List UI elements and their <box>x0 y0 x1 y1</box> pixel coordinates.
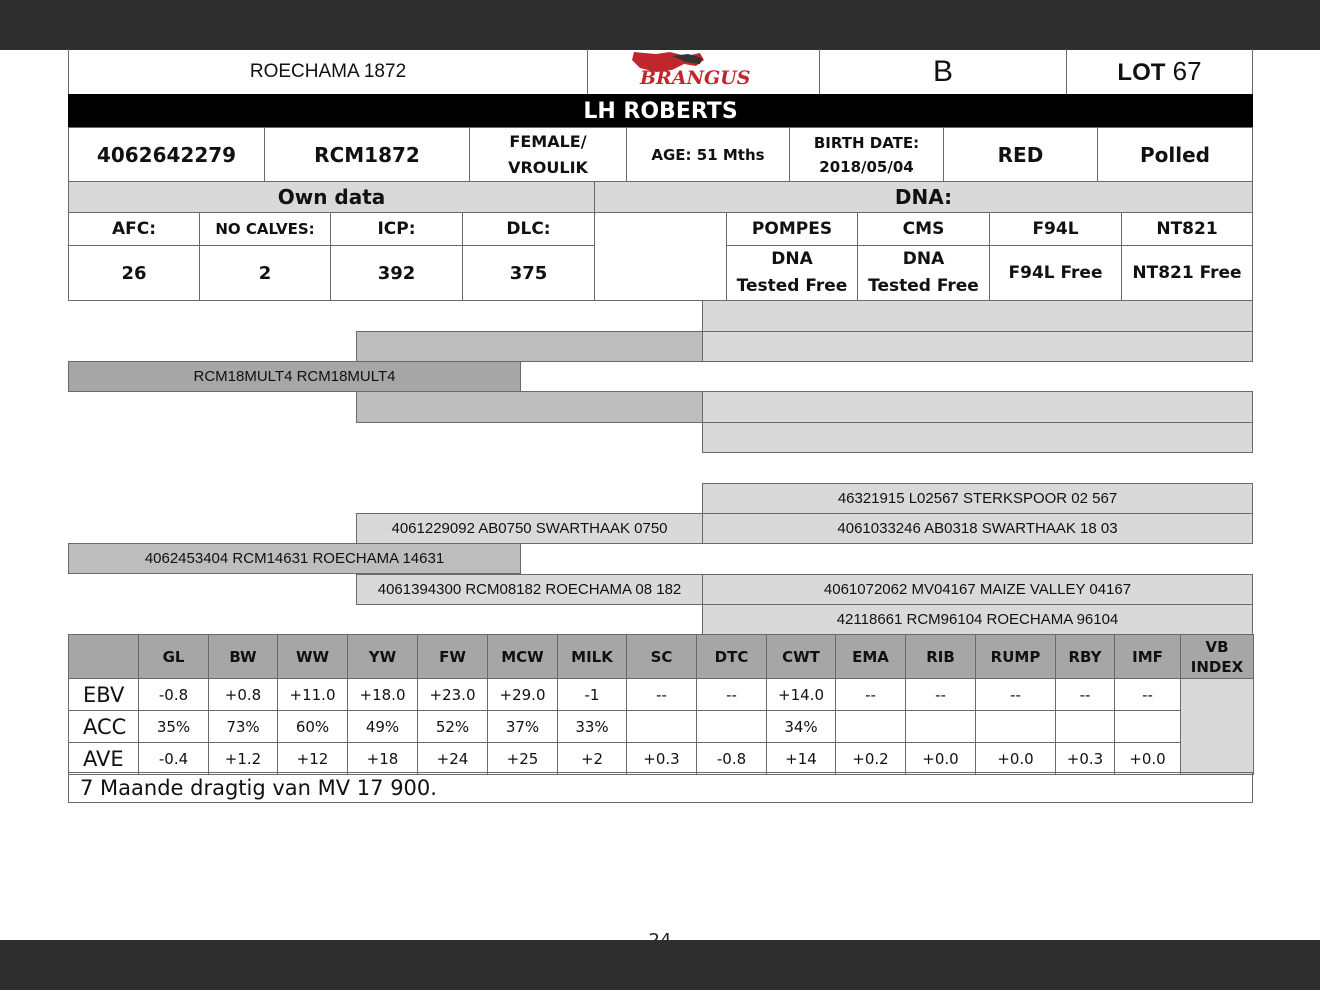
dna-result-cms <box>857 245 990 301</box>
lot-label: LOT <box>1117 59 1166 86</box>
dna-result-line: Tested Free <box>736 276 848 296</box>
ebv-col-header: FW <box>418 635 488 679</box>
lot-number: 67 <box>1172 56 1202 86</box>
ebv-cell: +18.0 <box>348 679 418 711</box>
ebv-cell: -- <box>627 679 697 711</box>
brangus-logo <box>626 50 778 90</box>
pedigree-sire-sire-sire <box>702 300 1253 332</box>
dna-test-nt821: NT821 <box>1121 212 1253 246</box>
colour: RED <box>943 127 1098 182</box>
age: AGE: 51 Mths <box>626 127 790 182</box>
pedigree-text: 4061033246 AB0318 SWARTHAAK 18 03 <box>837 520 1118 537</box>
pedigree-dam-dam-dam <box>702 604 1253 635</box>
owner-bar: LH ROBERTS <box>68 94 1253 128</box>
ave-cell: +1.2 <box>209 743 278 775</box>
grade-cell <box>819 49 1067 95</box>
ave-row <box>69 743 1254 775</box>
lot-cell <box>1066 49 1253 95</box>
ebv-table <box>68 634 1254 775</box>
pedigree-dam-sire-sire <box>702 483 1253 514</box>
ebv-cell: -0.8 <box>139 679 209 711</box>
pedigree-text: 42118661 RCM96104 ROECHAMA 96104 <box>836 611 1119 628</box>
acc-cell: 33% <box>558 711 627 743</box>
animal-tag: RCM1872 <box>264 127 470 182</box>
ave-row-label: AVE <box>69 743 139 775</box>
ave-cell: +24 <box>418 743 488 775</box>
ebv-row-label: EBV <box>69 679 139 711</box>
pedigree-dam <box>68 543 521 574</box>
dna-test-cms: CMS <box>857 212 990 246</box>
pedigree-sire-sire <box>356 331 703 362</box>
pedigree-dam-text: 4062453404 RCM14631 ROECHAMA 14631 <box>144 550 445 567</box>
ebv-header-row <box>69 635 1254 679</box>
acc-cell <box>1115 711 1181 743</box>
ebv-cell: -- <box>906 679 976 711</box>
ave-cell: +0.3 <box>627 743 697 775</box>
own-data-heading: Own data <box>68 181 595 213</box>
ebv-col-header: RIB <box>906 635 976 679</box>
acc-cell: 52% <box>418 711 488 743</box>
dna-result-line: DNA <box>771 249 813 269</box>
dna-result-line: DNA <box>902 249 945 269</box>
vb-index-line1: VB <box>1205 637 1229 656</box>
ave-cell: -0.8 <box>697 743 767 775</box>
ebv-row <box>69 679 1254 711</box>
dna-test-f94l: F94L <box>989 212 1122 246</box>
sex-line2: VROULIK <box>508 157 588 177</box>
ave-cell: +0.2 <box>836 743 906 775</box>
ebv-col-header: RBY <box>1056 635 1115 679</box>
acc-cell: 35% <box>139 711 209 743</box>
acc-cell: 73% <box>209 711 278 743</box>
acc-cell: 34% <box>767 711 836 743</box>
ebv-col-header: IMF <box>1115 635 1181 679</box>
sex-line1: FEMALE/ <box>509 131 587 151</box>
acc-cell <box>836 711 906 743</box>
ave-cell: -0.4 <box>139 743 209 775</box>
sex-cell <box>469 127 627 182</box>
animal-name-header <box>68 49 588 95</box>
ebv-cell: -- <box>1115 679 1181 711</box>
pedigree-text: 4061072062 MV04167 MAIZE VALLEY 04167 <box>823 581 1132 598</box>
dna-test-pompes: POMPES <box>726 212 858 246</box>
vb-index-header <box>1181 635 1254 679</box>
dna-blank-cell <box>594 212 727 301</box>
vb-index-line2: INDEX <box>1190 657 1244 676</box>
pedigree-sire-text: RCM18MULT4 RCM18MULT4 <box>193 368 396 385</box>
reg-number: 4062642279 <box>68 127 265 182</box>
pedigree-dam-dam-sire <box>702 574 1253 605</box>
pedigree-sire <box>68 361 521 392</box>
animal-name: ROECHAMA 1872 <box>249 60 407 82</box>
page-number <box>620 928 700 940</box>
ebv-col-header: YW <box>348 635 418 679</box>
pedigree-dam-sire-dam <box>702 513 1253 544</box>
afc-label: AFC: <box>68 212 200 246</box>
no-calves-value: 2 <box>199 245 331 301</box>
ebv-cell: +29.0 <box>488 679 558 711</box>
acc-cell: 60% <box>278 711 348 743</box>
ebv-col-header: BW <box>209 635 278 679</box>
acc-cell <box>697 711 767 743</box>
comment-note: 7 Maande dragtig van MV 17 900. <box>68 772 1253 803</box>
ebv-col-header: EMA <box>836 635 906 679</box>
logo-text: BRANGUS <box>640 67 751 89</box>
pedigree-sire-dam-dam <box>702 422 1253 453</box>
ebv-col-header: MILK <box>558 635 627 679</box>
pedigree-text: 4061394300 RCM08182 ROECHAMA 08 182 <box>377 581 682 598</box>
ave-cell: +0.0 <box>976 743 1056 775</box>
ebv-col-header: RUMP <box>976 635 1056 679</box>
afc-value: 26 <box>68 245 200 301</box>
ave-cell: +2 <box>558 743 627 775</box>
dlc-value: 375 <box>462 245 595 301</box>
ebv-cell: +14.0 <box>767 679 836 711</box>
icp-label: ICP: <box>330 212 463 246</box>
dna-result-pompes <box>726 245 858 301</box>
ebv-cell: -- <box>976 679 1056 711</box>
pedigree-dam-sire <box>356 513 703 544</box>
ebv-col-header: CWT <box>767 635 836 679</box>
ebv-col-header: WW <box>278 635 348 679</box>
viewer-top-bar <box>0 0 1320 50</box>
acc-cell <box>976 711 1056 743</box>
pedigree-text: 46321915 L02567 STERKSPOOR 02 567 <box>837 490 1118 507</box>
dna-result-line: Tested Free <box>868 276 979 296</box>
ebv-cell: -- <box>697 679 767 711</box>
pedigree-sire-dam-sire <box>702 391 1253 423</box>
acc-cell <box>627 711 697 743</box>
icp-value: 392 <box>330 245 463 301</box>
ebv-cell: -1 <box>558 679 627 711</box>
ebv-corner-cell <box>69 635 139 679</box>
ave-cell: +14 <box>767 743 836 775</box>
dna-heading: DNA: <box>594 181 1253 213</box>
ave-cell: +0.0 <box>1115 743 1181 775</box>
pedigree-text: 4061229092 AB0750 SWARTHAAK 0750 <box>391 520 668 537</box>
birth-date-cell <box>789 127 944 182</box>
ebv-cell: +23.0 <box>418 679 488 711</box>
ebv-cell: -- <box>836 679 906 711</box>
dlc-label: DLC: <box>462 212 595 246</box>
ebv-cell: -- <box>1056 679 1115 711</box>
ave-cell: +0.0 <box>906 743 976 775</box>
pedigree-sire-sire-dam <box>702 331 1253 362</box>
pedigree-dam-dam <box>356 574 703 605</box>
acc-cell: 49% <box>348 711 418 743</box>
no-calves-label: NO CALVES: <box>199 212 331 246</box>
ebv-col-header: DTC <box>697 635 767 679</box>
ebv-cell: +0.8 <box>209 679 278 711</box>
horn-status: Polled <box>1097 127 1253 182</box>
birth-date-value: 2018/05/04 <box>819 157 914 176</box>
ave-cell: +12 <box>278 743 348 775</box>
ebv-col-header: SC <box>627 635 697 679</box>
dna-result-nt821: NT821 Free <box>1121 245 1253 301</box>
grade-value: B <box>932 54 953 88</box>
dna-result-f94l: F94L Free <box>989 245 1122 301</box>
ebv-cell: +11.0 <box>278 679 348 711</box>
birth-date-label: BIRTH DATE: <box>813 133 920 152</box>
viewer-bottom-bar <box>0 940 1320 990</box>
acc-cell <box>1056 711 1115 743</box>
vb-index-value <box>1181 679 1254 775</box>
ave-cell: +0.3 <box>1056 743 1115 775</box>
ave-cell: +18 <box>348 743 418 775</box>
pedigree-sire-dam <box>356 391 703 423</box>
acc-cell <box>906 711 976 743</box>
acc-cell: 37% <box>488 711 558 743</box>
acc-row <box>69 711 1254 743</box>
ebv-col-header: MCW <box>488 635 558 679</box>
acc-row-label: ACC <box>69 711 139 743</box>
ave-cell: +25 <box>488 743 558 775</box>
ebv-col-header: GL <box>139 635 209 679</box>
